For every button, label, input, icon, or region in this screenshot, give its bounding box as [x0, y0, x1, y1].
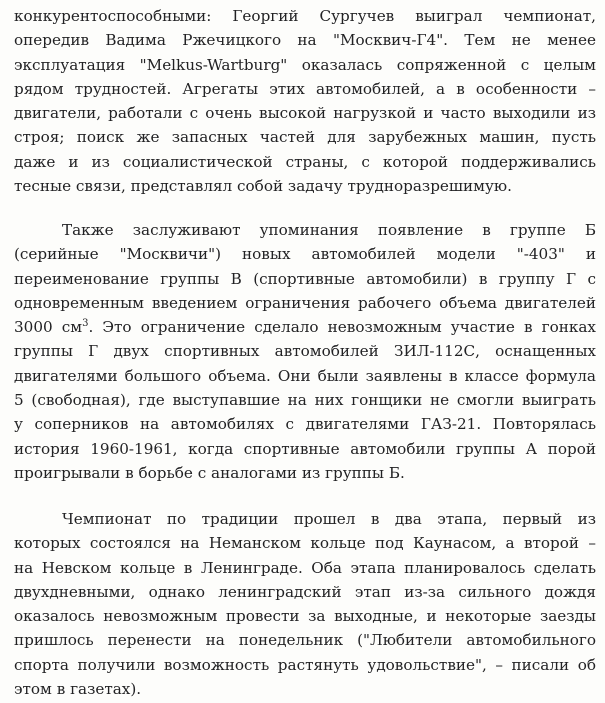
- paragraph-line: история 1960-1961, когда спортивные автомобили группы А порой: [14, 439, 596, 458]
- paragraph-3: [14, 507, 596, 701]
- paragraph-line: которых состоялся на Неманском кольце под Каунасом, а второй –: [14, 534, 596, 553]
- paragraph-line: этом в газетах).: [14, 680, 142, 699]
- superscript: 3: [82, 318, 89, 330]
- paragraph-line: переименование группы В (спортивные автомобили) в группу Г с: [14, 269, 596, 288]
- paragraph-line: Чемпионат по традиции прошел в два этапа, первый из: [62, 510, 596, 528]
- paragraph-line: (серийные "Москвичи") новых автомобилей модели "-403" и: [14, 245, 596, 264]
- paragraph-line: Также заслуживают упоминания появление в группе Б: [62, 221, 596, 239]
- paragraph-line: у соперников на автомобилях с двигателями ГАЗ-21. Повторялась: [14, 415, 596, 434]
- volume-sentence: . Это ограничение сделало невозможным участие в гонках: [88, 318, 596, 337]
- paragraph-line: эксплуатация "Melkus-Wartburg" оказалась сопряженной с целым: [14, 55, 596, 74]
- paragraph-line: двухдневными, однако ленинградский этап из-за сильного дождя: [14, 582, 596, 601]
- paragraph-line: проигрывали в борьбе с аналогами из группы Б.: [14, 463, 405, 482]
- paragraph-line: строя; поиск же запасных частей для зарубежных машин, пусть: [14, 128, 596, 147]
- paragraph-2: [14, 218, 596, 485]
- paragraph-line: оказалось невозможным провести за выходные, и некоторые заезды: [14, 607, 596, 626]
- paragraph-line: группы Г двух спортивных автомобилей ЗИЛ-112С, оснащенных: [14, 342, 596, 361]
- paragraph-1: [14, 4, 596, 198]
- paragraph-line-with-superscript: [14, 315, 596, 339]
- paragraph-line: опередив Вадима Ржечицкого на "Москвич-Г4". Тем не менее: [14, 31, 596, 50]
- paragraph-line: пришлось перенести на понедельник ("Любители автомобильного: [14, 631, 596, 650]
- paragraph-line: 5 (свободная), где выступавшие на них гонщики не смогли выиграть: [14, 391, 596, 410]
- paragraph-line: одновременным введением ограничения рабочего объема двигателей: [14, 293, 596, 312]
- paragraph-line: конкурентоспособными: Георгий Сургучев выиграл чемпионат,: [14, 7, 596, 25]
- paragraph-line: двигателями большого объема. Они были заявлены в классе формула: [14, 366, 596, 385]
- paragraph-line: тесные связи, представлял собой задачу трудноразрешимую.: [14, 177, 512, 196]
- paragraph-line: даже и из социалистической страны, с которой поддерживались: [14, 152, 596, 171]
- paragraph-line: на Невском кольце в Ленинграде. Оба этапа планировалось сделать: [14, 558, 596, 577]
- paragraph-line: спорта получили возможность растянуть удовольствие", – писали об: [14, 655, 596, 674]
- paragraph-line: рядом трудностей. Агрегаты этих автомобилей, а в особенности –: [14, 79, 596, 98]
- paragraph-line: двигатели, работали с очень высокой нагрузкой и часто выходили из: [14, 104, 596, 123]
- volume-value: 3000 см: [14, 318, 83, 337]
